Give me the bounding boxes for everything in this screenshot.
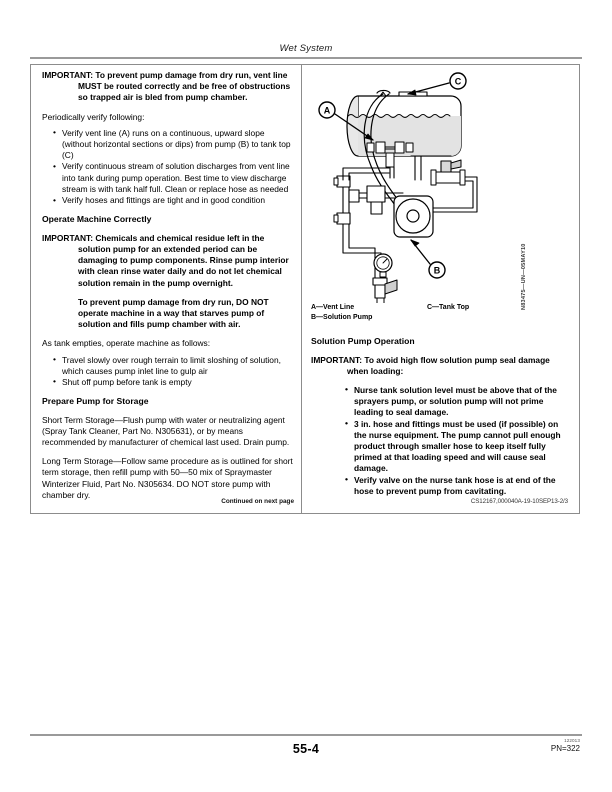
- verify-bullet-list: [42, 128, 294, 206]
- important-notice-seal-damage: IMPORTANT: To avoid high flow solution pump seal damage when loading:: [311, 354, 550, 376]
- paragraph-short-term-storage: Short Term Storage—Flush pump with water or neutralizing agent (Spray Tank Cleaner, Part No. N305631), or by means recommended by manufacturer of chemical last used. Drain pump.: [42, 414, 290, 448]
- periodic-verify-intro: Periodically verify following:: [42, 111, 145, 122]
- legend-column-left: [311, 303, 431, 323]
- callout-c-label: C: [454, 76, 462, 87]
- header-title: Wet System: [279, 43, 333, 54]
- loading-bullet-list: [311, 385, 567, 497]
- heading-operate-machine-correctly: Operate Machine Correctly: [42, 214, 152, 225]
- running-header: [0, 38, 612, 56]
- tank-empties-bullet-list: [42, 355, 294, 389]
- list-item: • Shut off pump before tank is empty: [55, 377, 294, 388]
- column-divider: [301, 64, 302, 514]
- footer-rule: [30, 734, 582, 736]
- heading-solution-pump-operation: Solution Pump Operation: [311, 336, 415, 346]
- list-item: • Verify valve on the nurse tank hose is at end of the hose to prevent pump from cavitating.: [347, 475, 567, 497]
- left-column: [42, 70, 294, 509]
- footer-right-block: [500, 738, 580, 754]
- right-column: [311, 336, 567, 505]
- callout-b-label: B: [433, 265, 441, 276]
- paragraph-long-term-storage: Long Term Storage—Follow same procedure as is outlined for short term storage, then refill pump with 50—50 mix of Spraymaster Winterizer Fluid, Part No. N305634. DO NOT store pump with chamber dry.: [42, 456, 293, 500]
- wet-system-diagram: [311, 68, 546, 303]
- list-item: • Verify vent line (A) runs on a continuous, upward slope (without horizontal sections or dips) from pump (B) to tank top (C): [55, 128, 294, 162]
- list-item: • Nurse tank solution level must be above that of the sprayers pump, or solution pump will not prime leading to seal damage.: [347, 385, 567, 419]
- list-item: • Travel slowly over rough terrain to limit sloshing of solution, which causes pump inlet line to gulp air: [55, 355, 294, 377]
- heading-prepare-pump-for-storage: Prepare Pump for Storage: [42, 396, 149, 407]
- list-item: • 3 in. hose and fittings must be used (if possible) on the nurse equipment. The pump cannot pull enough product through smaller hose to keep itself fully primed at that loading speed and will cause seal damage.: [347, 419, 567, 475]
- legend-item-a: A—Vent Line: [311, 304, 355, 311]
- important-notice-chemicals: IMPORTANT: Chemicals and chemical residue left in the solution pump for an extended period can be damaging to pump components. Rinse pump interior with clean rinse water daily and do not let chemical solution remain in the pump overnight.: [42, 232, 289, 288]
- legend-item-b: B—Solution Pump: [311, 314, 373, 321]
- continued-on-next-page: Continued on next page: [221, 498, 294, 505]
- header-rule: [30, 57, 582, 59]
- list-item: • Verify continuous stream of solution discharges from vent line into tank during pump operation. Best time to view discharge stream is with tank half full. Clean or replace hose as needed: [55, 161, 294, 195]
- important-notice-dry-run-continued: To prevent pump damage from dry run, DO NOT operate machine in a way that starves pump of solution and fills pump chamber with air.: [78, 296, 269, 330]
- list-item: • Verify hoses and fittings are tight and in good condition: [55, 195, 294, 206]
- tank-empties-intro: As tank empties, operate machine as follows:: [42, 338, 211, 349]
- page-number: 55-4: [292, 742, 320, 756]
- footer-date-code: 122013: [564, 738, 580, 743]
- legend-column-right: [427, 303, 557, 313]
- footer-pn: PN=322: [550, 744, 580, 753]
- figure-id-code: N83475—UN—05MAY10: [521, 243, 527, 310]
- legend-item-c: C—Tank Top: [427, 304, 470, 311]
- document-reference-code: CS12167,000040A-19-10SEP13-2/3: [470, 498, 568, 505]
- important-notice-dry-run: IMPORTANT: To prevent pump damage from dry run, vent line MUST be routed correctly and be free of obstructions so trapped air is bled from pump chamber.: [42, 70, 291, 103]
- callout-a-label: A: [323, 105, 331, 116]
